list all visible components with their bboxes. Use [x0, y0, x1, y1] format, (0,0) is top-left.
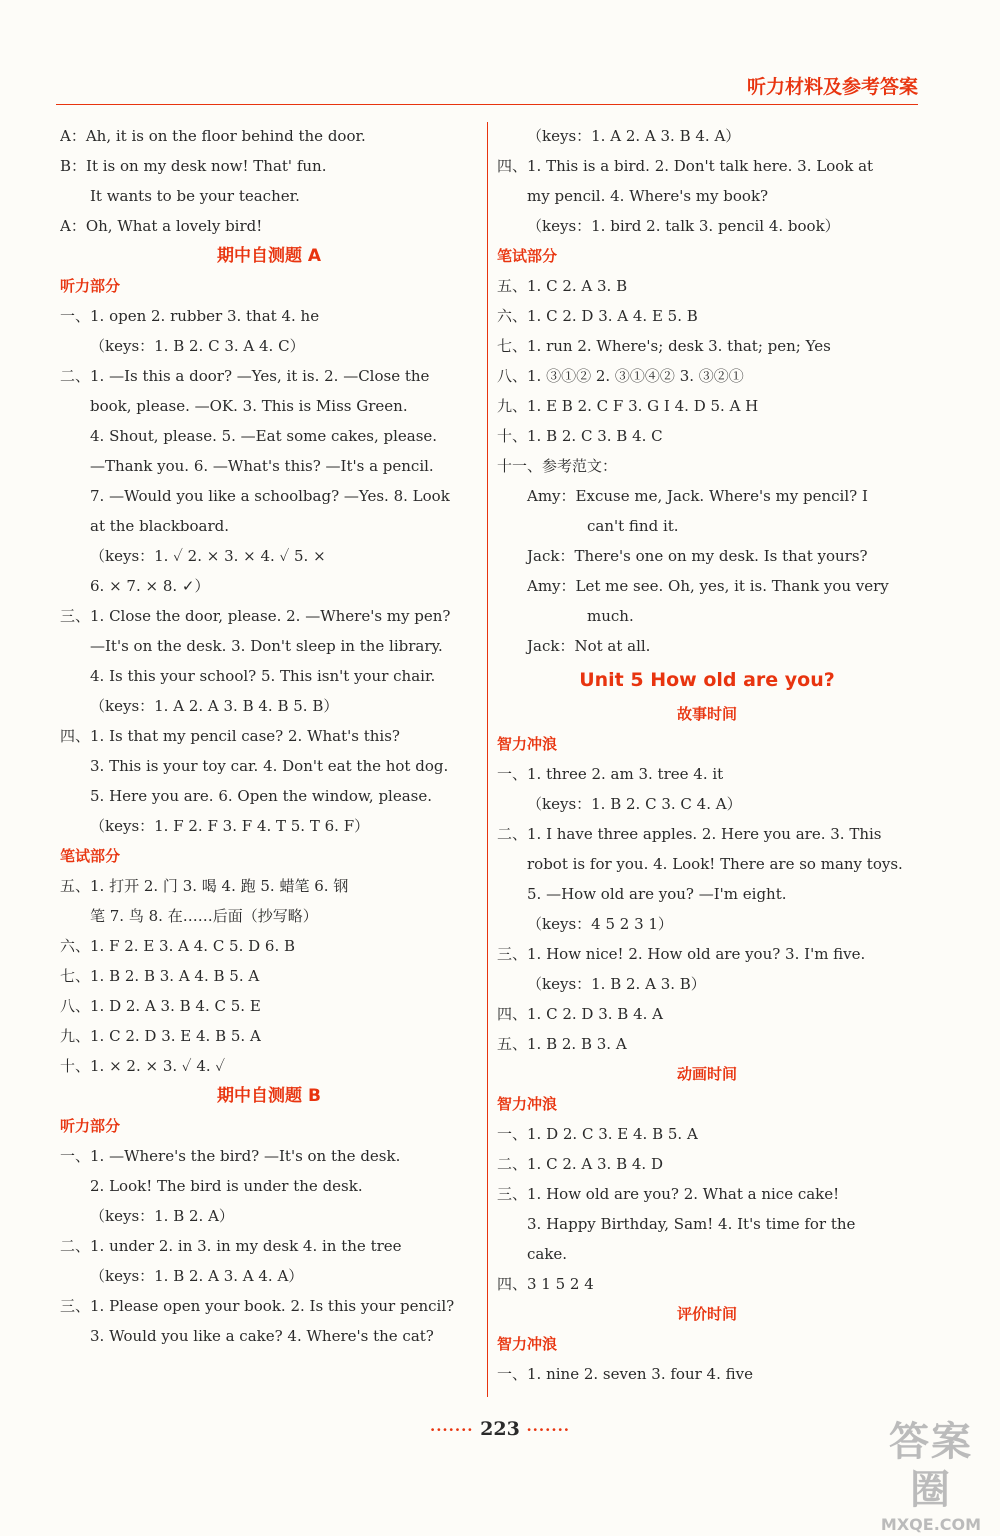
answer-line: （keys：1. B 2. A 3. B） — [527, 975, 706, 993]
answer-line: A：Oh, What a lovely bird! — [60, 217, 263, 235]
answer-line: 六、1. C 2. D 3. A 4. E 5. B — [497, 307, 698, 325]
answer-line: 四、3 1 5 2 4 — [497, 1275, 594, 1293]
answer-line: 7. —Would you like a schoolbag? —Yes. 8. Look — [90, 487, 450, 505]
answer-line: 十、1. B 2. C 3. B 4. C — [497, 427, 663, 445]
answer-line: 七、1. run 2. Where's; desk 3. that; pen; Yes — [497, 337, 831, 355]
answer-line: 三、1. Please open your book. 2. Is this your pencil? — [60, 1297, 455, 1315]
answer-line: 3. This is your toy car. 4. Don't eat the hot dog. — [90, 757, 449, 775]
answer-line: B：It is on my desk now! That' fun. — [60, 157, 327, 175]
answer-line: （keys：1. bird 2. talk 3. pencil 4. book） — [527, 217, 840, 235]
column-divider — [487, 122, 488, 1397]
answer-line: 三、1. Close the door, please. 2. —Where's my pen? — [60, 607, 451, 625]
answer-line: 4. Is this your school? 5. This isn't your chair. — [90, 667, 436, 685]
answer-line: It wants to be your teacher. — [90, 187, 300, 205]
answer-line: 八、1. ③①② 2. ③①④② 3. ③②① — [497, 367, 744, 385]
answer-line: 三、1. How old are you? 2. What a nice cake! — [497, 1185, 840, 1203]
dialog-line: Amy：Let me see. Oh, yes, it is. Thank you very — [527, 577, 889, 595]
answer-line: （keys：1. B 2. C 3. A 4. C） — [90, 337, 305, 355]
answer-line: can't find it. — [587, 517, 679, 535]
answer-line: （keys：1. ✓ 2. × 3. × 4. ✓ 5. × — [90, 547, 326, 565]
section-heading: 期中自测题 A — [216, 246, 322, 266]
answer-line: 笔 7. 鸟 8. 在……后面（抄写略） — [90, 907, 318, 925]
answer-line: 3. Happy Birthday, Sam! 4. It's time for the — [527, 1215, 856, 1233]
answer-line: 一、1. D 2. C 3. E 4. B 5. A — [497, 1125, 698, 1143]
answer-line: 5. —How old are you? —I'm eight. — [527, 885, 787, 903]
header-rule — [56, 104, 918, 105]
answer-line: 十一、参考范文： — [497, 457, 618, 475]
answer-line: 6. × 7. × 8. ✓） — [90, 577, 210, 595]
answer-line: my pencil. 4. Where's my book? — [527, 187, 769, 205]
answer-line: （keys：1. A 2. A 3. B 4. B 5. B） — [90, 697, 339, 715]
watermark-logo — [876, 1418, 986, 1534]
subsection-heading: 动画时间 — [676, 1065, 737, 1083]
dialog-line: Jack：Not at all. — [527, 637, 651, 655]
answer-line: 一、1. nine 2. seven 3. four 4. five — [497, 1365, 753, 1383]
answer-line: —Thank you. 6. —What's this? —It's a pencil. — [90, 457, 434, 475]
answer-line: cake. — [527, 1245, 568, 1263]
answer-line: 九、1. C 2. D 3. E 4. B 5. A — [60, 1027, 261, 1045]
subsection-heading: 评价时间 — [676, 1305, 737, 1323]
answer-line: 五、1. B 2. B 3. A — [497, 1035, 627, 1053]
answer-line: （keys：1. B 2. A） — [90, 1207, 234, 1225]
dialog-line: Jack：There's one on my desk. Is that yours? — [527, 547, 868, 565]
answer-line: 4. Shout, please. 5. —Eat some cakes, please. — [90, 427, 438, 445]
answer-line: （keys：4 5 2 3 1） — [527, 915, 673, 933]
answer-line: 四、1. C 2. D 3. B 4. A — [497, 1005, 663, 1023]
answer-line: 一、1. —Where's the bird? —It's on the desk. — [60, 1147, 401, 1165]
answer-line: 一、1. three 2. am 3. tree 4. it — [497, 765, 724, 783]
answer-line: 二、1. C 2. A 3. B 4. D — [497, 1155, 663, 1173]
answer-line: （keys：1. B 2. A 3. A 4. A） — [90, 1267, 304, 1285]
answer-line: 二、1. I have three apples. 2. Here you are. 3. This — [497, 825, 882, 843]
page-number — [0, 1418, 1000, 1440]
answer-line: 二、1. under 2. in 3. in my desk 4. in the tree — [60, 1237, 402, 1255]
dialog-line: Amy：Excuse me, Jack. Where's my pencil? I — [527, 487, 868, 505]
page-dots-left: ······· — [429, 1421, 474, 1439]
answer-line: 十、1. × 2. × 3. ✓ 4. ✓ — [60, 1057, 226, 1075]
page-dots-right: ······· — [526, 1421, 571, 1439]
answer-line: robot is for you. 4. Look! There are so many toys. — [527, 855, 903, 873]
section-label: 笔试部分 — [60, 847, 121, 865]
answer-line: 四、1. This is a bird. 2. Don't talk here. 3. Look at — [497, 157, 874, 175]
answer-line: 二、1. —Is this a door? —Yes, it is. 2. —Close the — [60, 367, 430, 385]
answer-line: 5. Here you are. 6. Open the window, please. — [90, 787, 433, 805]
answer-line: （keys：1. A 2. A 3. B 4. A） — [527, 127, 741, 145]
section-heading: 期中自测题 B — [217, 1086, 321, 1106]
answer-line: 一、1. open 2. rubber 3. that 4. he — [60, 307, 320, 325]
page-header-title: 听力材料及参考答案 — [746, 76, 918, 98]
section-label: 听力部分 — [60, 1117, 121, 1135]
subsection-heading: 故事时间 — [676, 705, 737, 723]
answer-line: 三、1. How nice! 2. How old are you? 3. I'm five. — [497, 945, 866, 963]
unit-heading: Unit 5 How old are you? — [579, 669, 835, 691]
answer-line: at the blackboard. — [90, 517, 230, 535]
answer-line: 四、1. Is that my pencil case? 2. What's this? — [60, 727, 400, 745]
left-column — [60, 121, 478, 1351]
section-label: 智力冲浪 — [497, 1335, 558, 1353]
section-label: 听力部分 — [60, 277, 121, 295]
answer-line: 3. Would you like a cake? 4. Where's the cat? — [90, 1327, 434, 1345]
answer-line: 2. Look! The bird is under the desk. — [90, 1177, 363, 1195]
watermark-url: MXQE.COM — [880, 1515, 982, 1534]
answer-line: 八、1. D 2. A 3. B 4. C 5. E — [60, 997, 261, 1015]
answer-line: much. — [587, 607, 634, 625]
answer-line: 五、1. 打开 2. 门 3. 喝 4. 跑 5. 蜡笔 6. 钢 — [60, 877, 349, 895]
section-label: 智力冲浪 — [497, 735, 558, 753]
right-column — [497, 121, 917, 1389]
answer-line: （keys：1. F 2. F 3. F 4. T 5. T 6. F） — [90, 817, 370, 835]
answer-line: （keys：1. B 2. C 3. C 4. A） — [527, 795, 742, 813]
section-label: 智力冲浪 — [497, 1095, 558, 1113]
answer-line: —It's on the desk. 3. Don't sleep in the library. — [90, 637, 443, 655]
section-label: 笔试部分 — [497, 247, 558, 265]
answer-line: 七、1. B 2. B 3. A 4. B 5. A — [60, 967, 260, 985]
answer-line: 六、1. F 2. E 3. A 4. C 5. D 6. B — [60, 937, 296, 955]
page-number-value: 223 — [480, 1418, 520, 1440]
answer-line: book, please. —OK. 3. This is Miss Green. — [90, 397, 408, 415]
answer-line: A：Ah, it is on the floor behind the door. — [60, 127, 366, 145]
answer-line: 九、1. E B 2. C F 3. G I 4. D 5. A H — [497, 397, 759, 415]
watermark-logo-mark: 答案圈 — [889, 1419, 973, 1513]
answer-line: 五、1. C 2. A 3. B — [497, 277, 628, 295]
